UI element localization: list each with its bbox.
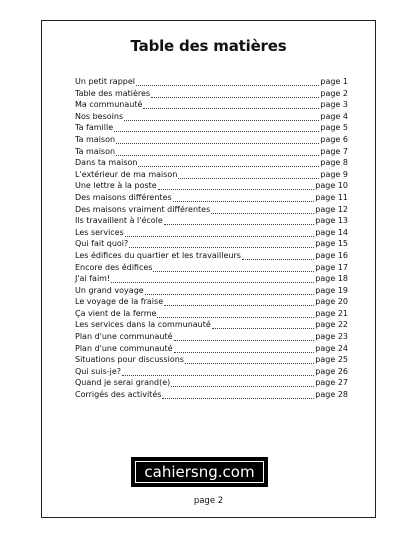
website-badge-text: cahiersng.com bbox=[135, 461, 264, 483]
toc-entry-page: page 15 bbox=[315, 239, 348, 249]
toc-leader-dots bbox=[211, 206, 314, 214]
toc-entry bbox=[75, 389, 348, 401]
toc-entry bbox=[75, 169, 348, 181]
toc-leader-dots bbox=[174, 345, 315, 353]
toc-entry bbox=[75, 285, 348, 297]
toc-entry-label: Quand je serai grand(e) bbox=[75, 378, 171, 388]
toc-entry-label: L'extérieur de ma maison bbox=[75, 169, 178, 179]
toc-entry bbox=[75, 204, 348, 216]
toc-leader-dots bbox=[114, 124, 319, 132]
toc-entry bbox=[75, 319, 348, 331]
toc-entry bbox=[75, 227, 348, 239]
toc-leader-dots bbox=[173, 194, 315, 202]
toc-entry-page: page 24 bbox=[315, 343, 348, 353]
toc-entry bbox=[75, 180, 348, 192]
toc-entry-label: Ma communauté bbox=[75, 100, 143, 110]
toc-entry-page: page 28 bbox=[315, 390, 348, 400]
toc-entry-label: Corrigés des activités bbox=[75, 390, 162, 400]
toc-entry-page: page 5 bbox=[320, 123, 348, 133]
toc-entry-label: Des maisons vraiment différentes bbox=[75, 204, 211, 214]
toc-entry-label: Le voyage de la fraise bbox=[75, 297, 164, 307]
toc-entry bbox=[75, 331, 348, 343]
toc-entry-label: Nos besoins bbox=[75, 111, 124, 121]
toc-leader-dots bbox=[153, 264, 314, 272]
toc-entry-page: page 21 bbox=[315, 308, 348, 318]
toc-entry-page: page 26 bbox=[315, 366, 348, 376]
toc-entry-page: page 9 bbox=[320, 169, 348, 179]
toc-entry-page: page 10 bbox=[315, 181, 348, 191]
toc-leader-dots bbox=[158, 182, 315, 190]
toc-entry bbox=[75, 157, 348, 169]
toc-entry-label: Les édifices du quartier et les travailleurs bbox=[75, 250, 241, 260]
toc-leader-dots bbox=[171, 379, 314, 387]
page-title: Table des matières bbox=[130, 37, 287, 55]
toc-entry-page: page 22 bbox=[315, 320, 348, 330]
toc-leader-dots bbox=[129, 240, 314, 248]
toc-entry-page: page 3 bbox=[320, 100, 348, 110]
toc-entry-page: page 16 bbox=[315, 250, 348, 260]
toc-entry bbox=[75, 122, 348, 134]
toc-entry-label: Un petit rappel bbox=[75, 77, 135, 86]
toc-entry-page: page 23 bbox=[315, 332, 348, 342]
toc-leader-dots bbox=[138, 159, 319, 167]
toc-entry-page: page 17 bbox=[315, 262, 348, 272]
toc-entry bbox=[75, 238, 348, 250]
toc-entry-label: Un grand voyage bbox=[75, 285, 144, 295]
toc-leader-dots bbox=[124, 113, 319, 121]
toc-entry-page: page 2 bbox=[320, 88, 348, 98]
toc-entry-page: page 18 bbox=[315, 274, 348, 284]
toc-leader-dots bbox=[164, 298, 314, 306]
toc-entry-label: Des maisons différentes bbox=[75, 192, 172, 202]
toc-entry-page: page 11 bbox=[315, 192, 348, 202]
toc-entry bbox=[75, 377, 348, 389]
toc-leader-dots bbox=[212, 321, 315, 329]
toc-leader-dots bbox=[116, 136, 319, 144]
toc-leader-dots bbox=[178, 171, 319, 179]
toc-entry-page: page 7 bbox=[320, 146, 348, 156]
toc-entry-label: Table des matières bbox=[75, 88, 151, 98]
table-of-contents bbox=[75, 76, 348, 401]
toc-leader-dots bbox=[145, 287, 315, 295]
toc-entry bbox=[75, 273, 348, 285]
toc-entry-label: Les services bbox=[75, 227, 124, 237]
toc-leader-dots bbox=[162, 391, 314, 399]
toc-entry-label: Ça vient de la ferme bbox=[75, 308, 157, 318]
toc-entry bbox=[75, 215, 348, 227]
toc-entry-page: page 20 bbox=[315, 297, 348, 307]
toc-leader-dots bbox=[185, 356, 314, 364]
toc-leader-dots bbox=[164, 217, 314, 225]
toc-entry-label: Plan d'une communauté bbox=[75, 343, 173, 353]
toc-entry-label: Les services dans la communauté bbox=[75, 320, 211, 330]
toc-entry bbox=[75, 250, 348, 262]
toc-entry-page: page 1 bbox=[320, 77, 348, 86]
toc-leader-dots bbox=[157, 310, 314, 318]
toc-entry bbox=[75, 366, 348, 378]
toc-entry bbox=[75, 343, 348, 355]
toc-entry bbox=[75, 308, 348, 320]
toc-entry bbox=[75, 192, 348, 204]
toc-entry-page: page 6 bbox=[320, 134, 348, 144]
toc-entry-label: Qui suis-je? bbox=[75, 366, 122, 376]
toc-entry-page: page 4 bbox=[320, 111, 348, 121]
toc-entry bbox=[75, 296, 348, 308]
page-frame bbox=[41, 20, 376, 518]
toc-entry-label: Ta maison bbox=[75, 134, 116, 144]
toc-leader-dots bbox=[125, 229, 315, 237]
toc-entry-label: Dans ta maison bbox=[75, 158, 138, 168]
toc-entry-label: Ils travaillent à l'école bbox=[75, 216, 163, 226]
page-number: page 2 bbox=[193, 496, 224, 506]
toc-entry bbox=[75, 76, 348, 88]
toc-entry-label: Encore des édifices bbox=[75, 262, 153, 272]
toc-entry-page: page 27 bbox=[315, 378, 348, 388]
toc-entry bbox=[75, 354, 348, 366]
toc-entry-page: page 13 bbox=[315, 216, 348, 226]
toc-entry-label: Qui fait quoi? bbox=[75, 239, 129, 249]
toc-entry-label: Ta maison bbox=[75, 146, 116, 156]
toc-entry bbox=[75, 99, 348, 111]
toc-leader-dots bbox=[143, 101, 319, 109]
toc-leader-dots bbox=[136, 78, 319, 86]
toc-entry bbox=[75, 146, 348, 158]
toc-entry-label: J'ai faim! bbox=[75, 274, 111, 284]
website-badge bbox=[131, 457, 268, 487]
toc-entry-page: page 8 bbox=[320, 158, 348, 168]
toc-leader-dots bbox=[151, 90, 319, 98]
toc-entry bbox=[75, 111, 348, 123]
toc-entry bbox=[75, 88, 348, 100]
toc-leader-dots bbox=[116, 148, 319, 156]
toc-leader-dots bbox=[111, 275, 314, 283]
toc-entry-label: Situations pour discussions bbox=[75, 355, 184, 365]
toc-leader-dots bbox=[122, 368, 314, 376]
toc-entry-page: page 14 bbox=[315, 227, 348, 237]
toc-entry bbox=[75, 134, 348, 146]
toc-leader-dots bbox=[174, 333, 315, 341]
toc-entry bbox=[75, 262, 348, 274]
toc-entry-label: Ta famille bbox=[75, 123, 114, 133]
toc-entry-label: Plan d'une communauté bbox=[75, 332, 173, 342]
toc-entry-page: page 19 bbox=[315, 285, 348, 295]
toc-leader-dots bbox=[242, 252, 314, 260]
toc-entry-page: page 12 bbox=[315, 204, 348, 214]
toc-entry-page: page 25 bbox=[315, 355, 348, 365]
toc-entry-label: Une lettre à la poste bbox=[75, 181, 157, 191]
